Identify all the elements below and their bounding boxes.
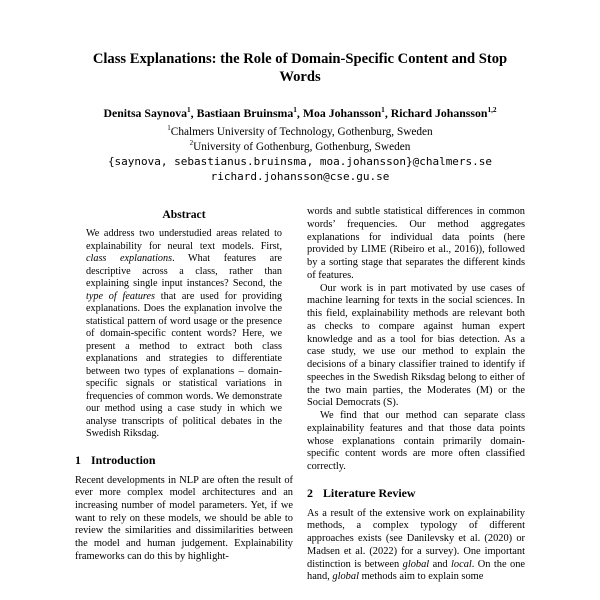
affiliation-line-1 [75, 125, 525, 139]
section-heading-introduction [75, 453, 293, 468]
author-name: , Bastiaan Bruinsma [190, 106, 294, 121]
text-segment: . What features are descriptive across a class, rather than explaining single input instances? Second, the [86, 253, 283, 290]
abstract-heading: Abstract [162, 208, 206, 222]
author-affil-mark: 1 [381, 105, 385, 115]
authors-line [75, 106, 525, 121]
affil-mark: 2 [189, 138, 194, 147]
text-segment: and [429, 558, 452, 570]
paper-title: Class Explanations: the Role of Domain-Specific Content and Stop Words [92, 51, 508, 86]
section-number: 1 [75, 452, 81, 467]
two-column-body [75, 206, 525, 584]
affil-mark: 1 [167, 124, 171, 133]
email-line-1: {saynova, sebastianus.bruinsma, moa.johansson}@chalmers.se [107, 154, 493, 168]
paragraph: Our work is in part motivated by use cases of machine learning for texts in the social sciences. In this field, explainability methods are relevant both as checks to compare against human expert knowledge and as a tool for bias detection. As a case study, we use our method to explain the decisions of a binary classifier trained to identify if speeches in the Swedish Riksdag belong to either of the two main parties, the Moderates (M) or the Social Democrats (S). [307, 282, 525, 409]
text-segment-italic: global [332, 571, 359, 583]
author-name: , Richard Johansson [384, 106, 488, 121]
text-segment: As a result of the extensive work on explainability methods, a complex typology of different approaches exists (see Danilevsky et al. (2020) or Madsen et al. (2022) for a survey). One important distinction is between [307, 507, 525, 570]
column-right [307, 206, 525, 584]
paragraph: Recent developments in NLP are often the result of ever more complex model architectures and an increasing number of model parameters. Yet, if we want to rely on these models, we should be able to review the similarities and dissimilarities between the model and human judgement. Explainability frameworks can do this by highlight- [75, 474, 293, 562]
paragraph: words and subtle statistical differences in common words’ frequencies. Our method aggregates explanations for individual data points (here provided by LIME (Ribeiro et al., 2016)), followed by a sorting stage that separates the different kinds of features. [307, 206, 525, 281]
text-segment: that are used for providing explanations. Does the explanation involve the statistical pattern of word usage or the presence of domain-specific content words? Here, we present a method to extract both class explanations and strategies to differentiate between two types of explanations – domain-specific signals or statistical variations in frequencies of common words. We demonstrate our method using a case study in which we analyse transcripts of political debates in the Swedish Riksdag. [86, 290, 282, 440]
text-segment: . On the one hand, [307, 558, 525, 583]
author-affil-mark: 1 [187, 105, 191, 115]
text-segment: methods aim to explain some [358, 571, 484, 583]
affil-text: University of Gothenburg, Gothenburg, Sweden [193, 140, 411, 153]
affiliation-line-2 [75, 140, 525, 154]
column-left [75, 206, 293, 584]
author-name: Denitsa Saynova [103, 106, 188, 121]
text-segment: We address two understudied areas related to explainability for neural text models. First, [86, 228, 282, 252]
author-affil-mark: 1 [293, 105, 297, 115]
author-name: , Moa Johansson [296, 106, 382, 121]
author-affil-mark: 1,2 [487, 105, 497, 115]
section-number: 2 [307, 485, 313, 500]
paragraph: We find that our method can separate class explainability features and that those data points whose explanations contain primarily domain-specific content words are more often classified correctly. [307, 410, 525, 472]
email-line-2: richard.johansson@cse.gu.se [210, 169, 390, 183]
text-segment-italic: global [402, 558, 430, 570]
text-segment-italic: type of features [86, 290, 155, 302]
section-heading-literature-review [307, 486, 525, 501]
affil-text: Chalmers University of Technology, Gothenburg, Sweden [170, 126, 433, 139]
paragraph [307, 508, 525, 584]
text-segment-italic: class explanations [86, 253, 173, 265]
text-segment-italic: local [451, 558, 472, 570]
abstract-text [75, 228, 293, 440]
section-title: Introduction [90, 452, 156, 467]
section-title: Literature Review [322, 485, 416, 500]
